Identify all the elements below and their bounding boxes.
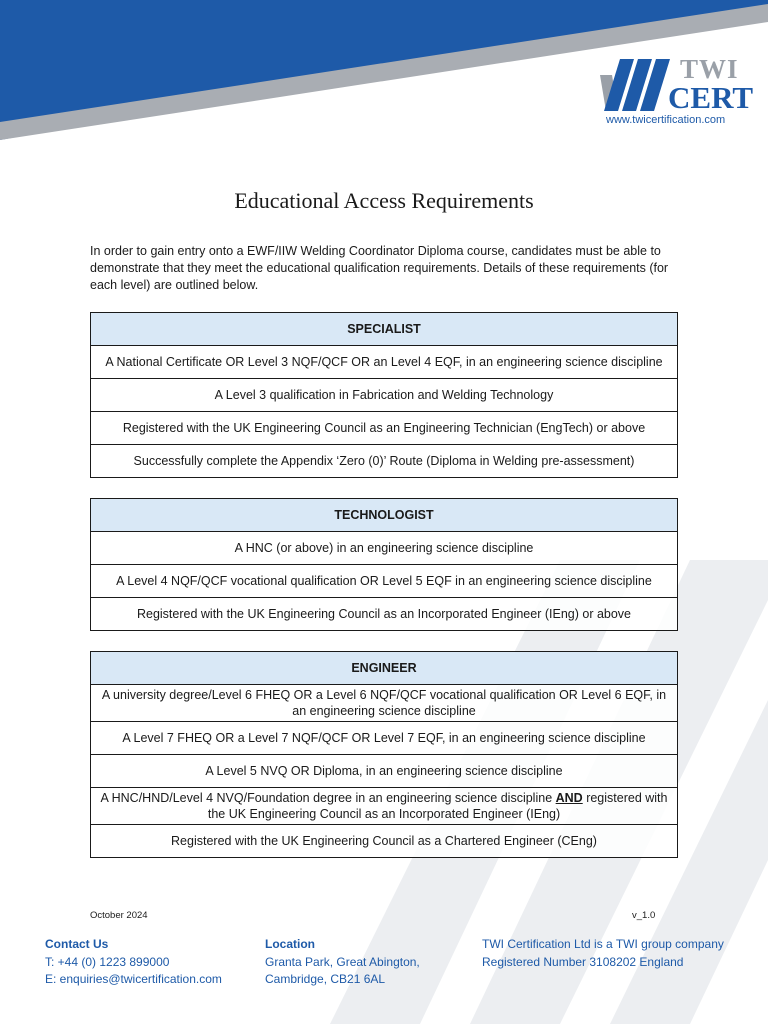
contact-phone[interactable]: T: +44 (0) 1223 899000 xyxy=(45,954,170,969)
engineer-row xyxy=(91,788,678,825)
company-line: Registered Number 3108202 England xyxy=(482,954,684,969)
location-line: Cambridge, CB21 6AL xyxy=(265,972,386,986)
twi-cert-logo xyxy=(598,54,754,130)
contact-heading: Contact Us xyxy=(45,937,109,951)
engineer-row4-and: AND xyxy=(555,791,583,805)
technologist-table xyxy=(90,498,678,631)
logo-url[interactable]: www.twicertification.com xyxy=(606,114,726,126)
footer-company xyxy=(482,936,724,971)
specialist-row: A Level 3 qualification in Fabrication and Welding Technology xyxy=(91,379,678,412)
logo-stripes-icon xyxy=(598,55,678,113)
engineer-row: A university degree/Level 6 FHEQ OR a Level 6 NQF/QCF vocational qualification OR Level 6 EQF, in an engineering science discipline xyxy=(91,685,678,722)
footer-contact xyxy=(45,936,222,989)
engineer-row4-end: registered with the UK Engineering Council as an Incorporated Engineer (IEng) xyxy=(207,791,668,821)
engineer-heading: ENGINEER xyxy=(91,652,678,685)
company-line: TWI Certification Ltd is a TWI group company xyxy=(482,937,724,951)
specialist-heading: SPECIALIST xyxy=(91,313,678,346)
document-version: v_1.0 xyxy=(632,910,656,921)
technologist-heading: TECHNOLOGIST xyxy=(91,499,678,532)
engineer-row: A Level 7 FHEQ OR a Level 7 NQF/QCF OR Level 7 EQF, in an engineering science discipline xyxy=(91,722,678,755)
technologist-row: A Level 4 NQF/QCF vocational qualification OR Level 5 EQF in an engineering science discipline xyxy=(91,565,678,598)
footer-location xyxy=(265,936,420,989)
document-date: October 2024 xyxy=(90,910,148,921)
specialist-row: A National Certificate OR Level 3 NQF/QCF OR an Level 4 EQF, in an engineering science discipline xyxy=(91,346,678,379)
specialist-row: Registered with the UK Engineering Council as an Engineering Technician (EngTech) or above xyxy=(91,412,678,445)
engineer-row: Registered with the UK Engineering Council as a Chartered Engineer (CEng) xyxy=(91,825,678,858)
engineer-table xyxy=(90,651,678,858)
specialist-table xyxy=(90,312,678,478)
specialist-row: Successfully complete the Appendix ‘Zero (0)’ Route (Diploma in Welding pre-assessment) xyxy=(91,445,678,478)
technologist-row: A HNC (or above) in an engineering science discipline xyxy=(91,532,678,565)
intro-paragraph: In order to gain entry onto a EWF/IIW Welding Coordinator Diploma course, candidates must be able to demonstrate that they meet the educational qualification requirements. Details of these requirements (for each level) are outlined below. xyxy=(90,244,669,292)
contact-email[interactable]: E: enquiries@twicertification.com xyxy=(45,972,222,986)
engineer-row: A Level 5 NVQ OR Diploma, in an engineering science discipline xyxy=(91,755,678,788)
engineer-row4-start: A HNC/HND/Level 4 NVQ/Foundation degree in an engineering science discipline xyxy=(100,791,556,805)
location-line: Granta Park, Great Abington, xyxy=(265,954,420,969)
logo-cert-text: CERT xyxy=(668,80,754,115)
page-title: Educational Access Requirements xyxy=(234,188,534,213)
logo-twi-text: TWI xyxy=(680,54,739,84)
technologist-row: Registered with the UK Engineering Council as an Incorporated Engineer (IEng) or above xyxy=(91,598,678,631)
location-heading: Location xyxy=(265,937,315,951)
